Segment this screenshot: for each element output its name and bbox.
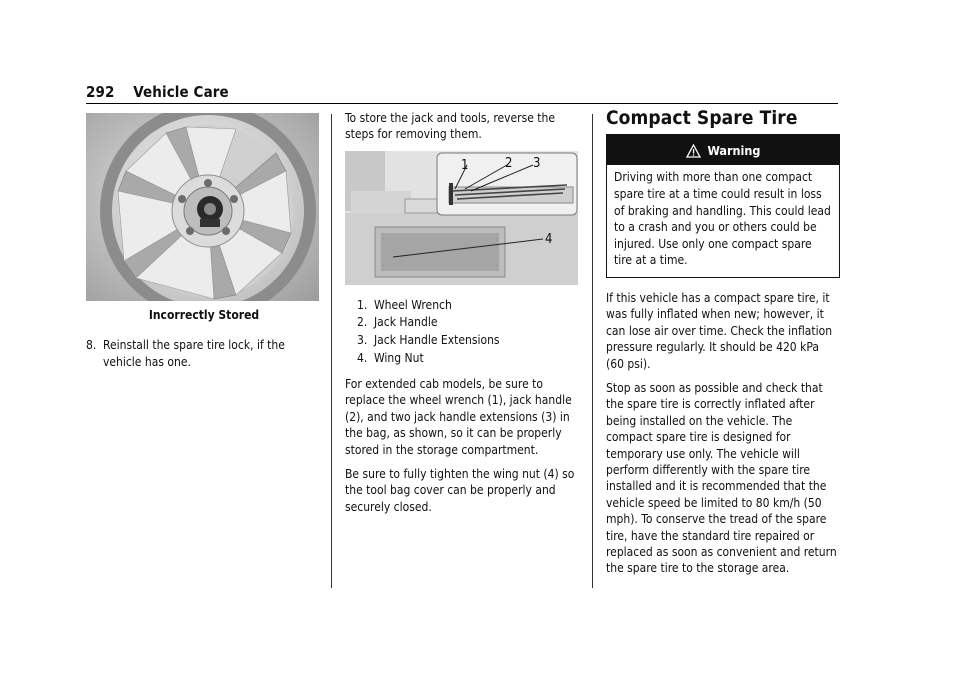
section-heading: Compact Spare Tire [606,107,798,129]
warning-triangle-icon [686,144,701,158]
list-item: 3. Jack Handle Extensions [357,333,500,347]
intro-paragraph: To store the jack and tools, reverse the steps for removing them. [345,111,556,142]
paragraph-wing-nut: Be sure to fully tighten the wing nut (4) so the tool bag cover can be properly and securely closed. [345,467,575,514]
jack-tools-figure [345,151,578,285]
warning-box [606,134,840,278]
page-header [86,83,229,101]
warning-text: Driving with more than one compact spare tire at a time could result in loss of braking and handling. This could lead to a crash and you or others could be injured. Use only one compact spare tire at a time. [614,170,831,268]
jack-storage-illustration-icon [345,151,578,285]
paragraph-inflation: If this vehicle has a compact spare tire, it was fully inflated when new; however, it can lose air over time. Check the inflation pressure regularly. It should be 420 kPa (60 psi). [606,290,833,371]
list-item: 2. Jack Handle [357,315,438,330]
callout-2: 2 [505,155,513,171]
list-item: 1. Wheel Wrench [357,297,452,312]
column-3 [606,107,840,585]
page-number: 292 [86,83,115,101]
column-1 [86,113,322,370]
tool-list [345,297,581,366]
step-text: Reinstall the spare tire lock, if the vehicle has one. [103,338,285,369]
callout-3: 3 [533,155,541,171]
spare-tire-figure [86,113,319,301]
column-2 [345,110,581,523]
paragraph-temporary-use: Stop as soon as possible and check that the spare tire is correctly inflated after being installed on the vehicle. The compact spare tire is designed for temporary use only. The vehicle will perform differently with the spare tire installed and it is recommended that the vehicle speed be limited to 80 km/h (50 mph). To conserve the tread of the spare tire, have the standard tire repaired or replaced as soon as convenient and return the spare tire to the storage area. [606,381,837,576]
wheel-illustration-icon [86,113,319,301]
section-title: Vehicle Care [133,83,229,101]
step-8 [86,337,322,370]
column-divider-2 [592,114,593,588]
figure-caption: Incorrectly Stored [148,308,260,322]
callout-1: 1 [461,157,469,173]
step-number: 8. [86,338,97,353]
warning-header [607,135,839,165]
header-rule [86,103,838,104]
paragraph-extended-cab: For extended cab models, be sure to replace the wheel wrench (1), jack handle (2), and two jack handle extensions (3) in the bag, as shown, so it can be properly stored in the storage compartment. [345,377,572,457]
warning-title: Warning [707,143,761,159]
column-divider-1 [331,114,332,588]
list-item: 4. Wing Nut [357,350,424,365]
callout-4: 4 [545,231,553,247]
